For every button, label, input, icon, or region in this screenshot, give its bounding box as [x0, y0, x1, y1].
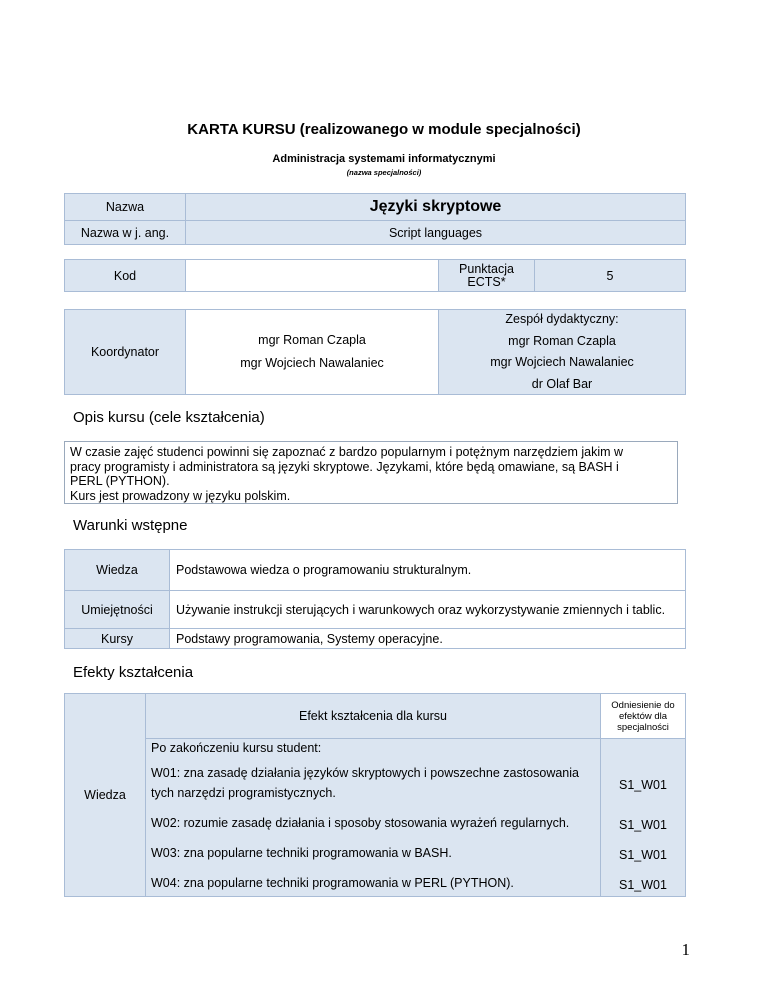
description-line: PERL (PYTHON).	[70, 474, 170, 488]
outcomes-category-wiedza: Wiedza	[64, 693, 146, 897]
description-box	[64, 441, 678, 504]
teaching-team-member: mgr Wojciech Nawalaniec	[490, 355, 634, 369]
teaching-team	[438, 309, 686, 395]
coordinator-name: mgr Wojciech Nawalaniec	[240, 356, 384, 370]
ects-label-line2: ECTS*	[467, 274, 506, 289]
description-line: Kurs jest prowadzony w języku polskim.	[70, 488, 291, 503]
outcome-w02-text: W02: rozumie zasadę działania i sposoby stosowania wyrażeń regularnych.	[151, 816, 570, 830]
prereq-knowledge-value: Podstawowa wiedza o programowaniu strukturalnym.	[169, 549, 686, 591]
outcomes-col-ref	[600, 693, 686, 739]
specialization-note: (nazwa specjalności)	[346, 168, 422, 177]
outcome-w04-ref: S1_W01	[619, 878, 667, 892]
document-title: KARTA KURSU (realizowanego w module specjalności)	[187, 121, 581, 138]
teaching-team-member: mgr Roman Czapla	[508, 333, 616, 348]
prereq-skills-label: Umiejętności	[64, 590, 170, 629]
outcomes-col-ref-line: Odniesienie do	[611, 699, 675, 711]
outcome-w03-text: W03: zna popularne techniki programowania w BASH.	[151, 846, 452, 860]
specialization-name: Administracja systemami informatycznymi	[272, 153, 496, 165]
page-number: 1	[681, 940, 690, 959]
coordinator-label: Koordynator	[64, 309, 186, 395]
outcomes-col-effect: Efekt kształcenia dla kursu	[145, 693, 601, 739]
outcomes-intro: Po zakończeniu kursu student:	[151, 741, 322, 755]
outcome-w03-ref: S1_W01	[619, 848, 667, 862]
outcome-w02-ref: S1_W01	[619, 818, 667, 832]
teaching-team-label: Zespół dydaktyczny:	[505, 312, 619, 326]
prereq-knowledge-label: Wiedza	[64, 549, 170, 591]
outcome-w01-ref: S1_W01	[619, 778, 667, 792]
outcomes-col-ref-line: specjalności	[617, 721, 669, 733]
course-name-en-value: Script languages	[185, 220, 686, 245]
prereq-courses-label: Kursy	[64, 628, 170, 649]
course-name-value: Języki skryptowe	[185, 193, 686, 221]
prereq-skills-value: Używanie instrukcji sterujących i warunkowych oraz wykorzystywanie zmiennych i tablic.	[169, 590, 686, 629]
prereq-courses-value: Podstawy programowania, Systemy operacyjne.	[169, 628, 686, 649]
outcome-w04-text: W04: zna popularne techniki programowania w PERL (PYTHON).	[151, 876, 514, 890]
code-value	[185, 259, 439, 292]
teaching-team-member: dr Olaf Bar	[531, 376, 593, 391]
outcomes-heading: Efekty kształcenia	[73, 664, 194, 681]
description-heading: Opis kursu (cele kształcenia)	[73, 409, 265, 426]
outcomes-col-ref-line: efektów dla	[618, 710, 668, 722]
coordinator-name: mgr Roman Czapla	[258, 333, 366, 347]
name-label: Nazwa	[64, 193, 186, 221]
outcome-w01-text-cont: tych narzędzi programistycznych.	[151, 786, 336, 800]
outcome-w01-text: W01: zna zasadę działania języków skryptowych i powszechne zastosowania	[151, 766, 579, 780]
name-en-label: Nazwa w j. ang.	[64, 220, 186, 245]
ects-value: 5	[534, 259, 686, 292]
code-label: Kod	[64, 259, 186, 292]
coordinator-names	[185, 309, 439, 395]
ects-label-line1: Punktacja	[459, 261, 514, 276]
description-line: pracy programisty i administratora są języki skryptowe. Językami, które będą omawiane, są BASH i	[70, 459, 619, 474]
prerequisites-heading: Warunki wstępne	[73, 517, 188, 534]
description-line: W czasie zajęć studenci powinni się zapoznać z bardzo popularnym i potężnym narzędziem jakim w	[70, 445, 624, 459]
ects-label	[438, 259, 535, 292]
